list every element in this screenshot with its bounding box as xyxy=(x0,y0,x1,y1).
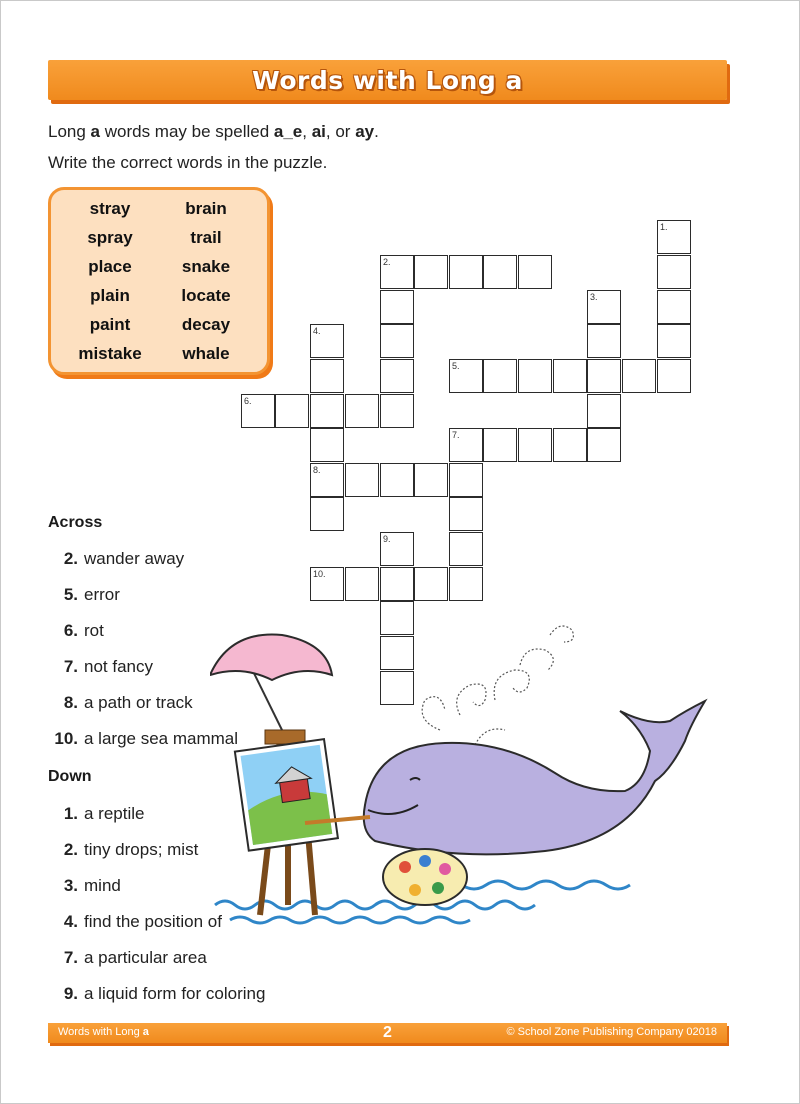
crossword-cell[interactable] xyxy=(518,255,552,289)
word-bank-item: mistake xyxy=(78,344,142,363)
crossword-cell[interactable] xyxy=(449,532,483,566)
crossword-cell[interactable] xyxy=(449,463,483,497)
crossword-cell[interactable] xyxy=(310,428,344,462)
spray-swirls xyxy=(422,626,573,745)
clue-number: 8. xyxy=(63,693,78,712)
crossword-cell[interactable] xyxy=(275,394,309,428)
crossword-cell-numbered[interactable] xyxy=(657,220,691,254)
word-bank-item: paint xyxy=(89,315,131,334)
title-banner xyxy=(48,60,727,100)
intro-text: words may be spelled xyxy=(100,122,274,141)
clue-text: tiny drops; mist xyxy=(84,840,199,859)
cell-number: 5. xyxy=(452,361,460,371)
down-clue xyxy=(48,804,144,824)
word-bank-item: decay xyxy=(181,315,231,334)
crossword-cell[interactable] xyxy=(483,428,517,462)
across-heading: Across xyxy=(48,514,103,531)
paint-dab xyxy=(439,863,451,875)
crossword-cell[interactable] xyxy=(553,359,587,393)
crossword-cell[interactable] xyxy=(345,463,379,497)
crossword-cell-numbered[interactable] xyxy=(380,532,414,566)
crossword-cell[interactable] xyxy=(380,394,414,428)
footer-title-bold: a xyxy=(142,1026,149,1038)
crossword-cell[interactable] xyxy=(380,324,414,358)
crossword-cell[interactable] xyxy=(587,324,621,358)
intro-bold-ay: ay xyxy=(355,122,375,141)
footer-bar xyxy=(48,1023,727,1043)
clue-number: 5. xyxy=(63,585,78,604)
crossword-cell[interactable] xyxy=(587,394,621,428)
word-bank-item: brain xyxy=(185,199,227,218)
crossword-cell-numbered[interactable] xyxy=(449,359,483,393)
page-number: 2 xyxy=(383,1024,392,1041)
copyright: © School Zone Publishing Company 02018 xyxy=(506,1026,717,1038)
cell-number: 8. xyxy=(313,465,321,475)
page-title: Words with Long a xyxy=(252,65,523,95)
crossword-cell[interactable] xyxy=(449,497,483,531)
across-clue xyxy=(48,585,120,605)
crossword-cell[interactable] xyxy=(483,255,517,289)
word-bank-item: stray xyxy=(89,199,131,218)
word-bank-item: place xyxy=(88,257,132,276)
paint-dab xyxy=(419,855,431,867)
crossword-cell[interactable] xyxy=(587,428,621,462)
cell-number: 3. xyxy=(590,292,598,302)
across-clue xyxy=(48,657,153,677)
paint-dab xyxy=(399,861,411,873)
canvas-painting xyxy=(235,739,338,851)
crossword-cell[interactable] xyxy=(310,497,344,531)
cell-number: 10. xyxy=(313,569,326,579)
down-heading: Down xyxy=(48,768,92,785)
down-clue xyxy=(48,876,121,896)
clue-number: 7. xyxy=(63,948,78,967)
crossword-cell-numbered[interactable] xyxy=(310,463,344,497)
word-bank-item: trail xyxy=(190,228,222,247)
whale-painting-illustration xyxy=(210,605,750,935)
down-clue xyxy=(48,840,198,860)
crossword-cell[interactable] xyxy=(657,255,691,289)
clue-text: a path or track xyxy=(84,693,193,712)
intro-text: Long xyxy=(48,122,91,141)
clue-number: 10. xyxy=(54,729,78,748)
crossword-cell-numbered[interactable] xyxy=(587,290,621,324)
clue-text: mind xyxy=(84,876,121,895)
clue-number: 2. xyxy=(63,549,78,568)
intro-text: , xyxy=(302,122,312,141)
cell-number: 1. xyxy=(660,222,668,232)
crossword-cell[interactable] xyxy=(657,359,691,393)
crossword-cell[interactable] xyxy=(414,463,448,497)
footer-title-text: Words with Long xyxy=(58,1026,143,1038)
clue-number: 3. xyxy=(63,876,78,895)
crossword-cell[interactable] xyxy=(310,359,344,393)
crossword-cell[interactable] xyxy=(483,359,517,393)
word-bank-item: snake xyxy=(181,257,231,276)
crossword-cell-numbered[interactable] xyxy=(310,567,344,601)
intro-text: . xyxy=(374,122,379,141)
crossword-cell[interactable] xyxy=(553,428,587,462)
crossword-cell-numbered[interactable] xyxy=(449,428,483,462)
word-bank-item: whale xyxy=(182,344,230,363)
clue-text: a liquid form for coloring xyxy=(84,984,266,1003)
instruction-spelling xyxy=(48,122,379,142)
down-clue xyxy=(48,984,265,1004)
crossword-cell-numbered[interactable] xyxy=(310,324,344,358)
clue-number: 9. xyxy=(63,984,78,1003)
crossword-cell[interactable] xyxy=(518,428,552,462)
crossword-cell[interactable] xyxy=(345,394,379,428)
down-clue xyxy=(48,912,222,932)
word-bank-item: plain xyxy=(90,286,130,305)
intro-text: , or xyxy=(325,122,356,141)
word-bank-item: locate xyxy=(181,286,231,305)
instruction-write: Write the correct words in the puzzle. xyxy=(48,153,328,172)
intro-bold-ae: a_e xyxy=(273,122,303,141)
crossword-cell[interactable] xyxy=(380,359,414,393)
crossword-cell[interactable] xyxy=(449,567,483,601)
across-clue xyxy=(48,621,104,641)
clue-text: error xyxy=(84,585,120,604)
word-bank-item: spray xyxy=(87,228,133,247)
crossword-cell-numbered[interactable] xyxy=(241,394,275,428)
clue-number: 2. xyxy=(63,840,78,859)
crossword-cell[interactable] xyxy=(414,255,448,289)
clue-text: rot xyxy=(84,621,104,640)
crossword-cell[interactable] xyxy=(414,567,448,601)
clue-text: a reptile xyxy=(84,804,145,823)
clue-number: 1. xyxy=(63,804,78,823)
clue-text: wander away xyxy=(84,549,185,568)
cell-number: 9. xyxy=(383,534,391,544)
crossword-cell[interactable] xyxy=(657,290,691,324)
clue-number: 7. xyxy=(63,657,78,676)
crossword-cell[interactable] xyxy=(345,567,379,601)
clue-text: a particular area xyxy=(84,948,207,967)
paint-dab xyxy=(432,882,444,894)
crossword-cell[interactable] xyxy=(380,290,414,324)
crossword-cell[interactable] xyxy=(380,463,414,497)
paint-dab xyxy=(409,884,421,896)
down-clue xyxy=(48,948,207,968)
crossword-cell[interactable] xyxy=(622,359,656,393)
cell-number: 6. xyxy=(244,396,252,406)
cell-number: 4. xyxy=(313,326,321,336)
word-bank xyxy=(48,187,270,375)
umbrella xyxy=(210,635,332,681)
crossword-cell[interactable] xyxy=(587,359,621,393)
cell-number: 2. xyxy=(383,257,391,267)
clue-number: 4. xyxy=(63,912,78,931)
crossword-cell[interactable] xyxy=(380,567,414,601)
intro-bold-ai: ai xyxy=(311,122,326,141)
crossword-cell[interactable] xyxy=(449,255,483,289)
across-clue xyxy=(48,693,193,713)
clue-text: not fancy xyxy=(84,657,153,676)
intro-bold-a: a xyxy=(90,122,101,141)
cell-number: 7. xyxy=(452,430,460,440)
crossword-cell[interactable] xyxy=(310,394,344,428)
crossword-cell[interactable] xyxy=(518,359,552,393)
across-clue xyxy=(48,549,184,569)
clue-text: a large sea mammal xyxy=(84,729,239,748)
crossword-cell[interactable] xyxy=(657,324,691,358)
clue-text: find the position of xyxy=(84,912,222,931)
crossword-cell-numbered[interactable] xyxy=(380,255,414,289)
clue-number: 6. xyxy=(63,621,78,640)
